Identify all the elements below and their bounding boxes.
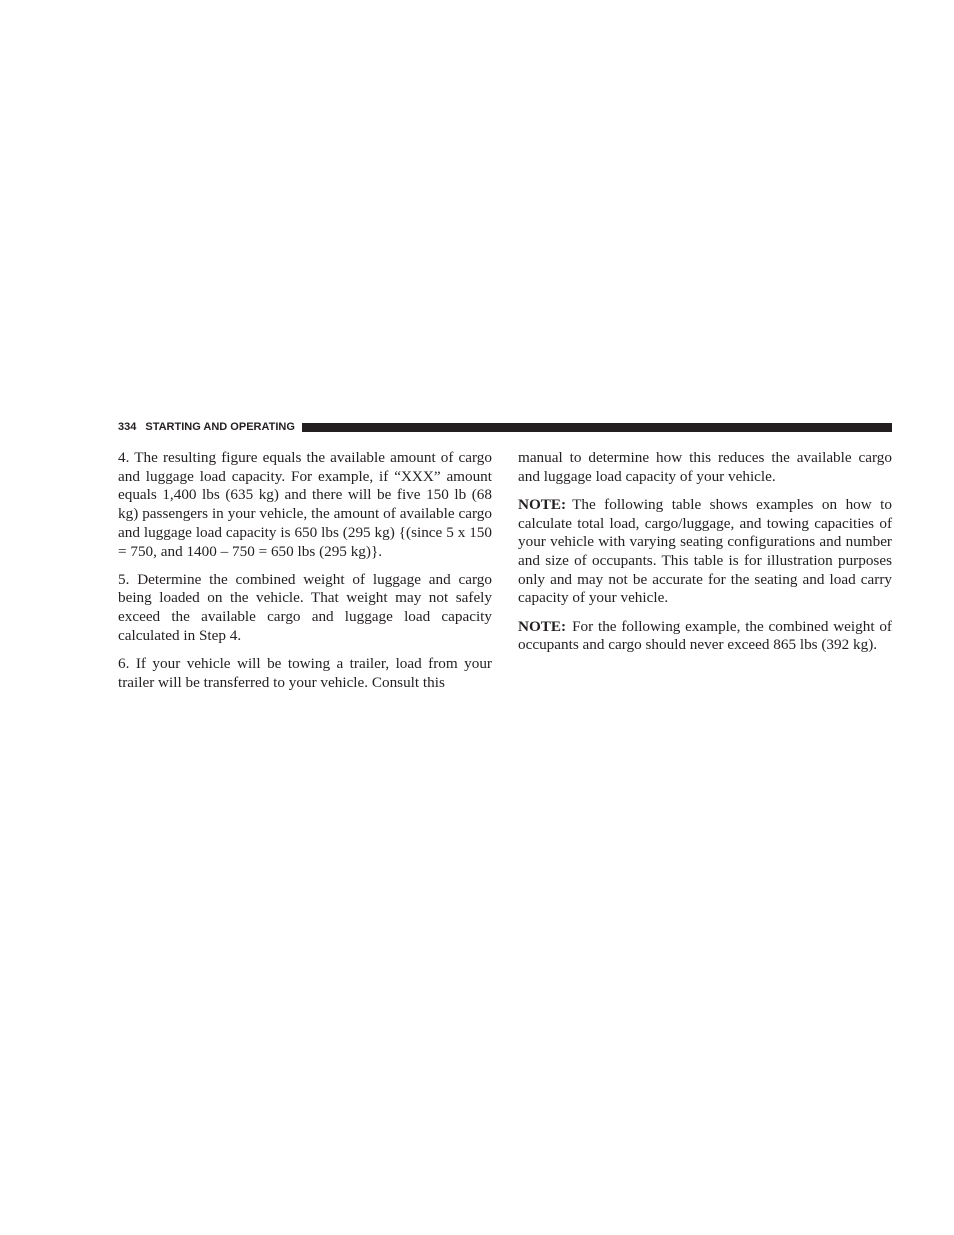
header-rule	[302, 423, 892, 432]
right-column	[518, 449, 892, 665]
left-column	[118, 449, 492, 702]
note-table-paragraph	[518, 496, 892, 608]
section-title: STARTING AND OPERATING	[145, 421, 295, 433]
step-6-paragraph: 6. If your vehicle will be towing a trailer, load from your trailer will be transferred to your vehicle. Consult this	[118, 655, 492, 691]
step-4-paragraph: 4. The resulting figure equals the available amount of cargo and luggage load capacity. For example, if “XXX” amount equals 1,400 lbs (635 kg) and there will be five 150 lb (68 kg) passengers in your vehicle, the amount of available cargo and luggage load capacity is 650 lbs (295 kg) {(since 5 x 150 = 750, and 1400 – 750 = 650 lbs (295 kg)}.	[118, 449, 492, 560]
step-5-paragraph: 5. Determine the combined weight of luggage and cargo being loaded on the vehicle. That weight may not safely exceed the available cargo and luggage load capacity calculated in Step 4.	[118, 570, 492, 644]
page-number: 334	[118, 421, 137, 433]
note-label: NOTE:	[518, 495, 567, 513]
note-text: For the following example, the combined weight of occupants and cargo should never exceed 865 lbs (392 kg).	[518, 617, 892, 654]
note-label: NOTE:	[518, 617, 567, 635]
page-header	[118, 420, 892, 434]
step-6-continuation: manual to determine how this reduces the available cargo and luggage load capacity of your vehicle.	[518, 449, 892, 485]
note-example-paragraph	[518, 618, 892, 655]
note-text: The following table shows examples on how to calculate total load, cargo/luggage, and towing capacities of your vehicle with varying seating configurations and number and size of occupants. This table is for illustration purposes only and may not be accurate for the seating and load carry capacity of your vehicle.	[518, 495, 892, 607]
